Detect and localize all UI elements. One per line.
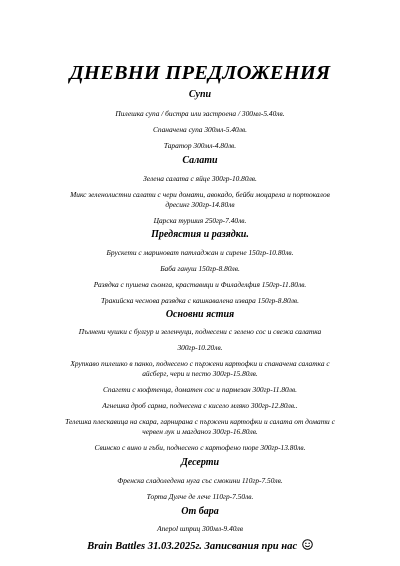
menu-item: червен лук и магданоз 300гр-16.80лв. [142, 427, 258, 436]
menu-item: Баба гануш 150гр-8.80лв. [160, 264, 240, 273]
page-title: ДНЕВНИ ПРЕДЛОЖЕНИЯ [69, 62, 331, 84]
section-heading-mains: Основни ястия [165, 309, 235, 320]
menu-item: Разядка с пушена сьомга, краставици и Филаделфия 150гр-11.80лв. [93, 280, 307, 289]
section-heading-salads: Салати [182, 155, 218, 166]
menu-item: Микс зеленолистни салати с чери домати, авокадо, бейби моцарела и портокалов [70, 190, 330, 199]
event-footer [0, 539, 400, 552]
menu-item: дресинг 300гр-14.80лв [165, 200, 235, 209]
menu-item: Спаначена супа 300мл-5.40лв. [152, 125, 248, 134]
menu-item: Торта Дулче де лече 110гр-7.50лв. [146, 492, 254, 501]
menu-item: Пилешка супа / бистра или застроена / 300мл-5.40лв. [115, 109, 285, 118]
section-heading-bar: От бара [181, 506, 219, 517]
menu-item: айсберг, чери и песто 300гр-15.80лв. [142, 369, 258, 378]
menu-item: Тракийска чеснова разядка с кашкавалена извара 150гр-8.80лв. [101, 296, 299, 305]
menu-item: Спагети с кюфтенца, доматен сос и пармезан 300гр-11.80лв. [102, 385, 298, 394]
section-heading-starters: Предястия и разядки. [151, 229, 249, 240]
menu-item: Хрупкаво пилешко в панко, поднесено с пържени картофки и спаначена салатка с [70, 359, 330, 368]
menu-item: Царска туршия 250гр-7.40лв. [153, 216, 247, 225]
event-footer-text: Brain Battles 31.03.2025г. Записвания при нас [87, 541, 298, 552]
menu-item: Зелена салата с яйце 300гр-10.80лв. [143, 174, 257, 183]
menu-item: 300гр-10.20лв. [177, 343, 223, 352]
menu-item: Брускети с мариноват патладжан и сирене 150гр-10.80лв. [106, 248, 294, 257]
section-heading-soups: Супи [188, 89, 212, 100]
menu-item: Телешка плескавица на скара, гарнирана с пържени картофки и салата от домати с [65, 417, 335, 426]
menu-item: Френска сладоледена нуга със смокини 110гр-7.50лв. [117, 476, 283, 485]
section-heading-desserts: Десерти [180, 457, 220, 468]
menu-item: Таратор 300мл-4.80лв. [163, 141, 237, 150]
menu-item: Агнешка дроб сарма, поднесена с кисело мляко 300гр-12.80лв.. [102, 401, 298, 410]
smiley-icon [302, 539, 313, 550]
menu-item: Апероl шприц 300мл-9.40лв [157, 524, 243, 533]
menu-item: Свинско с вино и гъби, поднесено с картофено пюре 300гр-13.80лв. [94, 443, 306, 452]
menu-item: Пълнени чушки с булгур и зеленчуци, поднесени с зелено сос и свежа салатка [78, 327, 322, 336]
